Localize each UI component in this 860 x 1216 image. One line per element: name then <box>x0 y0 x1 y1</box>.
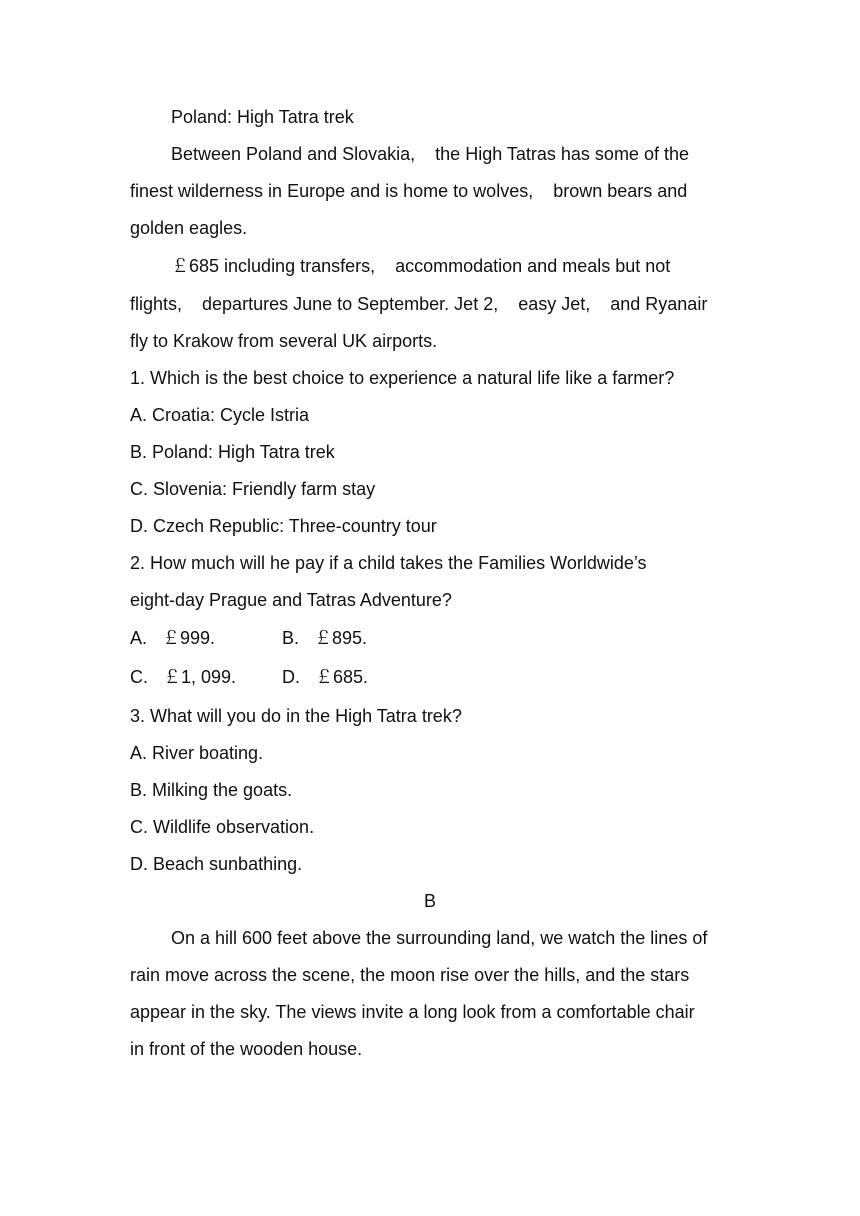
question-stem: eight-day Prague and Tatras Adventure? <box>130 590 452 610</box>
paragraph-line: fly to Krakow from several UK airports. <box>130 331 438 351</box>
answer-option: A. ￡999. <box>130 628 216 648</box>
answer-option: B. ￡895. <box>282 628 368 648</box>
answer-option: D. Czech Republic: Three-country tour <box>130 516 437 536</box>
paragraph-line: finest wilderness in Europe and is home to wolves, brown bears and <box>130 181 688 201</box>
paragraph-line: ￡685 including transfers, accommodation and meals but not <box>171 256 671 276</box>
paragraph-line: flights, departures June to September. Jet 2, easy Jet, and Ryanair <box>130 294 708 314</box>
paragraph-line: golden eagles. <box>130 218 248 238</box>
answer-option: B. Poland: High Tatra trek <box>130 442 335 462</box>
answer-option: D. ￡685. <box>282 667 369 687</box>
passage-heading: Poland: High Tatra trek <box>171 107 354 127</box>
answer-option: C. ￡1, 099. <box>130 667 237 687</box>
question-stem: 2. How much will he pay if a child takes the Families Worldwide’s <box>130 553 647 573</box>
paragraph-line: in front of the wooden house. <box>130 1039 363 1059</box>
section-label: B <box>423 891 436 911</box>
answer-option: A. Croatia: Cycle Istria <box>130 405 310 425</box>
question-stem: 1. Which is the best choice to experience a natural life like a farmer? <box>130 368 675 388</box>
paragraph-line: rain move across the scene, the moon rise over the hills, and the stars <box>130 965 690 985</box>
paragraph-line: Between Poland and Slovakia, the High Tatras has some of the <box>171 144 689 164</box>
paragraph-line: On a hill 600 feet above the surrounding land, we watch the lines of <box>171 928 708 948</box>
question-stem: 3. What will you do in the High Tatra trek? <box>130 706 462 726</box>
answer-option: C. Slovenia: Friendly farm stay <box>130 479 376 499</box>
answer-option: D. Beach sunbathing. <box>130 854 303 874</box>
paragraph-line: appear in the sky. The views invite a long look from a comfortable chair <box>130 1002 695 1022</box>
answer-option: C. Wildlife observation. <box>130 817 315 837</box>
answer-option: B. Milking the goats. <box>130 780 293 800</box>
answer-option: A. River boating. <box>130 743 264 763</box>
